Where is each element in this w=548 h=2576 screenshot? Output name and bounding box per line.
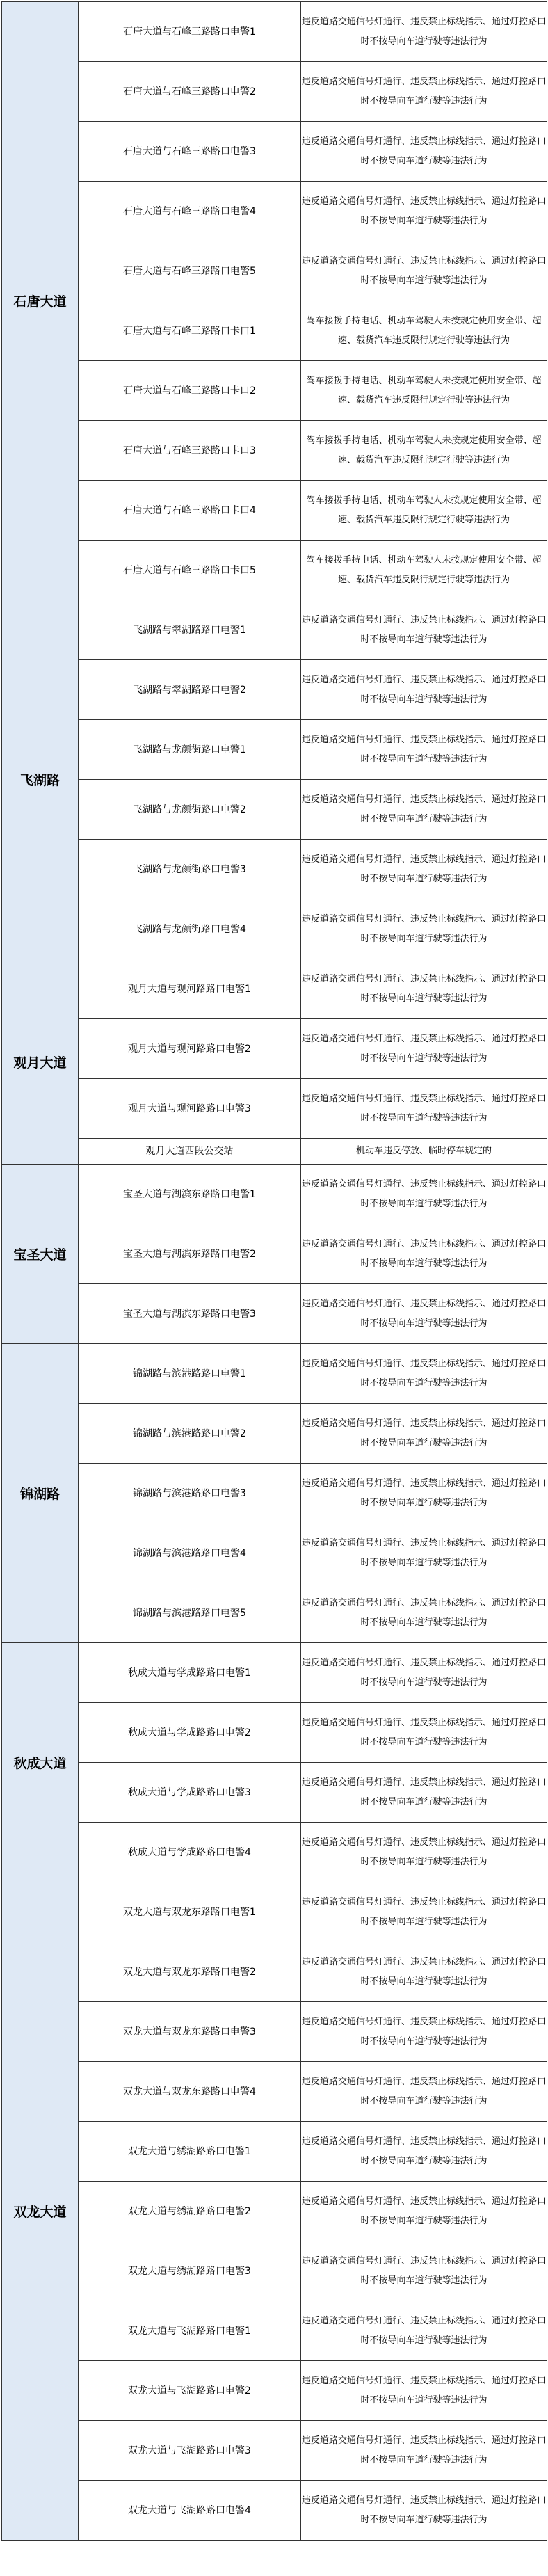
- camera-location-cell: 观月大道与观河路路口电警2: [79, 1019, 301, 1079]
- table-row: [2, 1344, 547, 1404]
- table-row: [2, 541, 547, 600]
- violation-behavior-cell: 驾车接拨手持电话、机动车驾驶人未按规定使用安全带、超速、载货汽车违反限行规定行驶等违法行为: [301, 481, 547, 541]
- camera-location-cell: 锦湖路与滨港路路口电警4: [79, 1523, 301, 1583]
- camera-location-cell: 锦湖路与滨港路路口电警5: [79, 1583, 301, 1643]
- table-row: [2, 1139, 547, 1165]
- table-row: [2, 1823, 547, 1882]
- camera-location-cell: 双龙大道与飞湖路路口电警4: [79, 2481, 301, 2541]
- table-row: [2, 182, 547, 241]
- camera-location-cell: 飞湖路与龙颜街路口电警4: [79, 899, 301, 959]
- table-row: [2, 899, 547, 959]
- violation-behavior-cell: 违反道路交通信号灯通行、违反禁止标线指示、通过灯控路口时不按导向车道行驶等违法行为: [301, 1224, 547, 1284]
- camera-location-cell: 飞湖路与龙颜街路口电警2: [79, 780, 301, 840]
- table-row: [2, 660, 547, 720]
- violation-behavior-cell: 违反道路交通信号灯通行、违反禁止标线指示、通过灯控路口时不按导向车道行驶等违法行为: [301, 2, 547, 62]
- camera-location-cell: 双龙大道与绣湖路路口电警1: [79, 2122, 301, 2182]
- violation-behavior-cell: 违反道路交通信号灯通行、违反禁止标线指示、通过灯控路口时不按导向车道行驶等违法行为: [301, 1464, 547, 1523]
- table-body: [2, 2, 547, 2541]
- table-row: [2, 2241, 547, 2301]
- violation-behavior-cell: 违反道路交通信号灯通行、违反禁止标线指示、通过灯控路口时不按导向车道行驶等违法行为: [301, 241, 547, 301]
- table-row: [2, 959, 547, 1019]
- camera-location-cell: 观月大道与观河路路口电警3: [79, 1079, 301, 1139]
- violation-behavior-cell: 违反道路交通信号灯通行、违反禁止标线指示、通过灯控路口时不按导向车道行驶等违法行为: [301, 2002, 547, 2062]
- table-row: [2, 840, 547, 899]
- violation-behavior-cell: 违反道路交通信号灯通行、违反禁止标线指示、通过灯控路口时不按导向车道行驶等违法行为: [301, 1523, 547, 1583]
- table-row: [2, 2122, 547, 2182]
- violation-behavior-cell: 违反道路交通信号灯通行、违反禁止标线指示、通过灯控路口时不按导向车道行驶等违法行为: [301, 1404, 547, 1464]
- road-name-cell: 观月大道: [2, 959, 79, 1165]
- camera-location-cell: 双龙大道与飞湖路路口电警2: [79, 2361, 301, 2421]
- camera-location-cell: 石唐大道与石峰三路路口电警1: [79, 2, 301, 62]
- road-name-cell: 宝圣大道: [2, 1165, 79, 1344]
- enforcement-table-container: [1, 1, 547, 2575]
- violation-behavior-cell: 机动车违反停放、临时停车规定的: [301, 1139, 547, 1165]
- violation-behavior-cell: 违反道路交通信号灯通行、违反禁止标线指示、通过灯控路口时不按导向车道行驶等违法行为: [301, 2361, 547, 2421]
- violation-behavior-cell: 违反道路交通信号灯通行、违反禁止标线指示、通过灯控路口时不按导向车道行驶等违法行为: [301, 720, 547, 780]
- table-row: [2, 1019, 547, 1079]
- violation-behavior-cell: 违反道路交通信号灯通行、违反禁止标线指示、通过灯控路口时不按导向车道行驶等违法行为: [301, 1942, 547, 2002]
- road-name-cell: 双龙大道: [2, 1882, 79, 2541]
- violation-behavior-cell: 驾车接拨手持电话、机动车驾驶人未按规定使用安全带、超速、载货汽车违反限行规定行驶等违法行为: [301, 361, 547, 421]
- camera-location-cell: 锦湖路与滨港路路口电警1: [79, 1344, 301, 1404]
- table-row: [2, 241, 547, 301]
- violation-behavior-cell: 违反道路交通信号灯通行、违反禁止标线指示、通过灯控路口时不按导向车道行驶等违法行为: [301, 2241, 547, 2301]
- violation-behavior-cell: 违反道路交通信号灯通行、违反禁止标线指示、通过灯控路口时不按导向车道行驶等违法行为: [301, 1643, 547, 1703]
- table-row: [2, 1583, 547, 1643]
- camera-location-cell: 飞湖路与翠湖路路口电警2: [79, 660, 301, 720]
- table-row: [2, 1165, 547, 1224]
- table-row: [2, 481, 547, 541]
- table-row: [2, 301, 547, 361]
- violation-behavior-cell: 违反道路交通信号灯通行、违反禁止标线指示、通过灯控路口时不按导向车道行驶等违法行为: [301, 780, 547, 840]
- table-row: [2, 1284, 547, 1344]
- table-row: [2, 2301, 547, 2361]
- table-row: [2, 2002, 547, 2062]
- road-name-cell: 锦湖路: [2, 1344, 79, 1643]
- table-row: [2, 1763, 547, 1823]
- table-row: [2, 1079, 547, 1139]
- violation-behavior-cell: 驾车接拨手持电话、机动车驾驶人未按规定使用安全带、超速、载货汽车违反限行规定行驶等违法行为: [301, 421, 547, 481]
- table-row: [2, 1882, 547, 1942]
- violation-behavior-cell: 违反道路交通信号灯通行、违反禁止标线指示、通过灯控路口时不按导向车道行驶等违法行为: [301, 899, 547, 959]
- violation-behavior-cell: 驾车接拨手持电话、机动车驾驶人未按规定使用安全带、超速、载货汽车违反限行规定行驶等违法行为: [301, 541, 547, 600]
- camera-location-cell: 秋成大道与学成路路口电警3: [79, 1763, 301, 1823]
- table-row: [2, 600, 547, 660]
- camera-location-cell: 石唐大道与石峰三路路口卡口3: [79, 421, 301, 481]
- violation-behavior-cell: 违反道路交通信号灯通行、违反禁止标线指示、通过灯控路口时不按导向车道行驶等违法行为: [301, 2062, 547, 2122]
- violation-behavior-cell: 违反道路交通信号灯通行、违反禁止标线指示、通过灯控路口时不按导向车道行驶等违法行为: [301, 1344, 547, 1404]
- violation-behavior-cell: 违反道路交通信号灯通行、违反禁止标线指示、通过灯控路口时不按导向车道行驶等违法行为: [301, 660, 547, 720]
- violation-behavior-cell: 违反道路交通信号灯通行、违反禁止标线指示、通过灯控路口时不按导向车道行驶等违法行为: [301, 1703, 547, 1763]
- violation-behavior-cell: 违反道路交通信号灯通行、违反禁止标线指示、通过灯控路口时不按导向车道行驶等违法行为: [301, 959, 547, 1019]
- violation-behavior-cell: 违反道路交通信号灯通行、违反禁止标线指示、通过灯控路口时不按导向车道行驶等违法行为: [301, 1079, 547, 1139]
- camera-location-cell: 双龙大道与绣湖路路口电警2: [79, 2182, 301, 2241]
- table-row: [2, 2361, 547, 2421]
- table-row: [2, 2, 547, 62]
- camera-location-cell: 双龙大道与飞湖路路口电警1: [79, 2301, 301, 2361]
- camera-location-cell: 宝圣大道与湖滨东路路口电警3: [79, 1284, 301, 1344]
- table-row: [2, 720, 547, 780]
- camera-location-cell: 飞湖路与龙颜街路口电警3: [79, 840, 301, 899]
- road-name-cell: 秋成大道: [2, 1643, 79, 1882]
- camera-location-cell: 双龙大道与双龙东路路口电警2: [79, 1942, 301, 2002]
- table-row: [2, 1523, 547, 1583]
- violation-behavior-cell: 驾车接拨手持电话、机动车驾驶人未按规定使用安全带、超速、载货汽车违反限行规定行驶等违法行为: [301, 301, 547, 361]
- violation-behavior-cell: 违反道路交通信号灯通行、违反禁止标线指示、通过灯控路口时不按导向车道行驶等违法行为: [301, 122, 547, 182]
- table-row: [2, 2481, 547, 2541]
- camera-location-cell: 飞湖路与龙颜街路口电警1: [79, 720, 301, 780]
- table-row: [2, 1224, 547, 1284]
- table-row: [2, 122, 547, 182]
- violation-behavior-cell: 违反道路交通信号灯通行、违反禁止标线指示、通过灯控路口时不按导向车道行驶等违法行为: [301, 1763, 547, 1823]
- camera-location-cell: 双龙大道与飞湖路路口电警3: [79, 2421, 301, 2481]
- camera-location-cell: 飞湖路与翠湖路路口电警1: [79, 600, 301, 660]
- table-row: [2, 1643, 547, 1703]
- camera-location-cell: 石唐大道与石峰三路路口卡口2: [79, 361, 301, 421]
- table-row: [2, 1404, 547, 1464]
- table-row: [2, 1464, 547, 1523]
- camera-location-cell: 宝圣大道与湖滨东路路口电警1: [79, 1165, 301, 1224]
- camera-location-cell: 石唐大道与石峰三路路口电警3: [79, 122, 301, 182]
- enforcement-camera-table: [1, 1, 547, 2541]
- road-name-cell: 飞湖路: [2, 600, 79, 959]
- camera-location-cell: 双龙大道与双龙东路路口电警3: [79, 2002, 301, 2062]
- violation-behavior-cell: 违反道路交通信号灯通行、违反禁止标线指示、通过灯控路口时不按导向车道行驶等违法行为: [301, 182, 547, 241]
- table-row: [2, 1942, 547, 2002]
- table-row: [2, 2062, 547, 2122]
- violation-behavior-cell: 违反道路交通信号灯通行、违反禁止标线指示、通过灯控路口时不按导向车道行驶等违法行为: [301, 1882, 547, 1942]
- violation-behavior-cell: 违反道路交通信号灯通行、违反禁止标线指示、通过灯控路口时不按导向车道行驶等违法行为: [301, 2122, 547, 2182]
- camera-location-cell: 秋成大道与学成路路口电警4: [79, 1823, 301, 1882]
- violation-behavior-cell: 违反道路交通信号灯通行、违反禁止标线指示、通过灯控路口时不按导向车道行驶等违法行为: [301, 1019, 547, 1079]
- violation-behavior-cell: 违反道路交通信号灯通行、违反禁止标线指示、通过灯控路口时不按导向车道行驶等违法行为: [301, 62, 547, 122]
- table-row: [2, 2421, 547, 2481]
- camera-location-cell: 双龙大道与绣湖路路口电警3: [79, 2241, 301, 2301]
- camera-location-cell: 石唐大道与石峰三路路口电警2: [79, 62, 301, 122]
- camera-location-cell: 锦湖路与滨港路路口电警2: [79, 1404, 301, 1464]
- violation-behavior-cell: 违反道路交通信号灯通行、违反禁止标线指示、通过灯控路口时不按导向车道行驶等违法行为: [301, 1284, 547, 1344]
- camera-location-cell: 宝圣大道与湖滨东路路口电警2: [79, 1224, 301, 1284]
- camera-location-cell: 石唐大道与石峰三路路口电警4: [79, 182, 301, 241]
- road-name-cell: 石唐大道: [2, 2, 79, 600]
- violation-behavior-cell: 违反道路交通信号灯通行、违反禁止标线指示、通过灯控路口时不按导向车道行驶等违法行为: [301, 2182, 547, 2241]
- camera-location-cell: 双龙大道与双龙东路路口电警1: [79, 1882, 301, 1942]
- violation-behavior-cell: 违反道路交通信号灯通行、违反禁止标线指示、通过灯控路口时不按导向车道行驶等违法行为: [301, 2301, 547, 2361]
- camera-location-cell: 秋成大道与学成路路口电警1: [79, 1643, 301, 1703]
- violation-behavior-cell: 违反道路交通信号灯通行、违反禁止标线指示、通过灯控路口时不按导向车道行驶等违法行为: [301, 2481, 547, 2541]
- camera-location-cell: 石唐大道与石峰三路路口电警5: [79, 241, 301, 301]
- table-row: [2, 2182, 547, 2241]
- violation-behavior-cell: 违反道路交通信号灯通行、违反禁止标线指示、通过灯控路口时不按导向车道行驶等违法行为: [301, 2421, 547, 2481]
- camera-location-cell: 双龙大道与双龙东路路口电警4: [79, 2062, 301, 2122]
- camera-location-cell: 观月大道西段公交站: [79, 1139, 301, 1165]
- table-row: [2, 421, 547, 481]
- camera-location-cell: 石唐大道与石峰三路路口卡口5: [79, 541, 301, 600]
- violation-behavior-cell: 违反道路交通信号灯通行、违反禁止标线指示、通过灯控路口时不按导向车道行驶等违法行为: [301, 1583, 547, 1643]
- table-row: [2, 62, 547, 122]
- table-row: [2, 780, 547, 840]
- violation-behavior-cell: 违反道路交通信号灯通行、违反禁止标线指示、通过灯控路口时不按导向车道行驶等违法行为: [301, 600, 547, 660]
- camera-location-cell: 观月大道与观河路路口电警1: [79, 959, 301, 1019]
- table-row: [2, 361, 547, 421]
- table-row: [2, 1703, 547, 1763]
- camera-location-cell: 秋成大道与学成路路口电警2: [79, 1703, 301, 1763]
- camera-location-cell: 石唐大道与石峰三路路口卡口1: [79, 301, 301, 361]
- violation-behavior-cell: 违反道路交通信号灯通行、违反禁止标线指示、通过灯控路口时不按导向车道行驶等违法行为: [301, 1165, 547, 1224]
- violation-behavior-cell: 违反道路交通信号灯通行、违反禁止标线指示、通过灯控路口时不按导向车道行驶等违法行为: [301, 1823, 547, 1882]
- camera-location-cell: 锦湖路与滨港路路口电警3: [79, 1464, 301, 1523]
- violation-behavior-cell: 违反道路交通信号灯通行、违反禁止标线指示、通过灯控路口时不按导向车道行驶等违法行为: [301, 840, 547, 899]
- camera-location-cell: 石唐大道与石峰三路路口卡口4: [79, 481, 301, 541]
